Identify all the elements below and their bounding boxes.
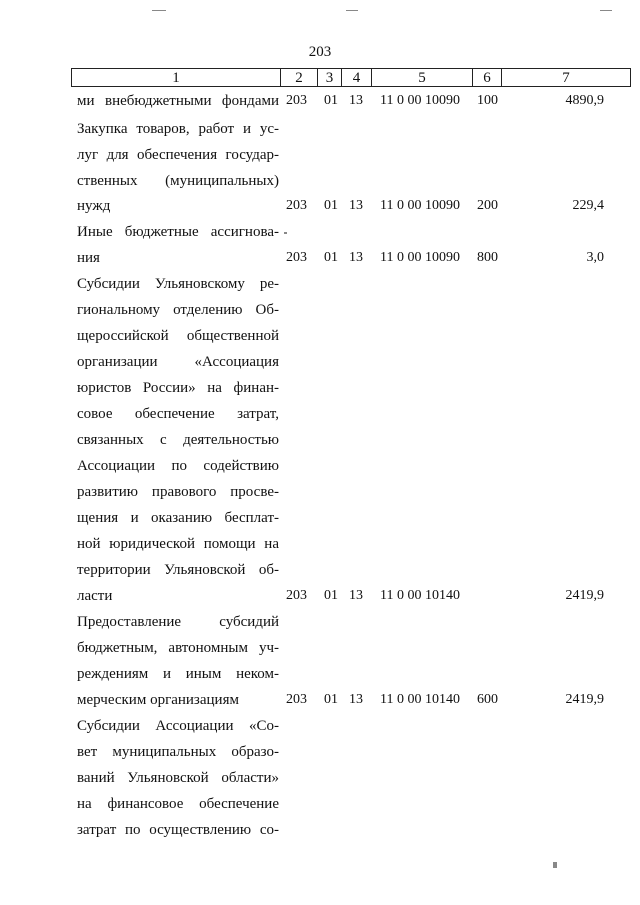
code-col-3: 01 xyxy=(324,93,338,108)
desc-line: реждениям и иным неком- xyxy=(77,666,279,682)
scan-speck xyxy=(284,232,287,234)
code-col-7: 229,4 xyxy=(572,198,604,213)
code-col-2: 203 xyxy=(286,692,307,707)
desc-line: щения и оказанию бесплат- xyxy=(77,510,279,526)
code-col-6: 600 xyxy=(477,692,498,707)
desc-line: бюджетным, автономным уч- xyxy=(77,640,279,656)
code-col-6: 800 xyxy=(477,250,498,265)
desc-line: Иные бюджетные ассигнова- xyxy=(77,224,279,240)
code-col-4: 13 xyxy=(349,692,363,707)
desc-line: мерческим организациям xyxy=(77,692,239,708)
code-col-2: 203 xyxy=(286,250,307,265)
code-col-6: 100 xyxy=(477,93,498,108)
header-col-5: 5 xyxy=(371,68,472,87)
desc-line: гиональному отделению Об- xyxy=(77,302,279,318)
desc-line: Закупка товаров, работ и ус- xyxy=(77,121,279,137)
desc-line: юристов России» на финан- xyxy=(77,380,279,396)
desc-line: ми внебюджетными фондами xyxy=(77,93,279,109)
desc-line: на финансовое обеспечение xyxy=(77,796,279,812)
code-col-5: 11 0 00 10090 xyxy=(380,198,460,213)
desc-line: Субсидии Ульяновскому ре- xyxy=(77,276,279,292)
code-col-7: 4890,9 xyxy=(565,93,604,108)
desc-line: развитию правового просве- xyxy=(77,484,279,500)
code-col-7: 2419,9 xyxy=(565,692,604,707)
desc-line: ной юридической помощи на xyxy=(77,536,279,552)
header-col-1: 1 xyxy=(71,68,280,87)
desc-line: вет муниципальных образо- xyxy=(77,744,279,760)
scan-speck xyxy=(346,10,358,11)
desc-line: луг для обеспечения государ- xyxy=(77,147,279,163)
header-col-6: 6 xyxy=(472,68,501,87)
desc-line: Субсидии Ассоциации «Со- xyxy=(77,718,279,734)
desc-line: ласти xyxy=(77,588,113,604)
desc-line: связанных с деятельностью xyxy=(77,432,279,448)
scan-speck xyxy=(152,10,166,11)
code-col-2: 203 xyxy=(286,93,307,108)
desc-line: Предоставление субсидий xyxy=(77,614,279,630)
desc-line: Ассоциации по содействию xyxy=(77,458,279,474)
desc-line: ваний Ульяновской области» xyxy=(77,770,279,786)
code-col-3: 01 xyxy=(324,692,338,707)
header-col-4: 4 xyxy=(341,68,371,87)
code-col-3: 01 xyxy=(324,588,338,603)
code-col-4: 13 xyxy=(349,93,363,108)
code-col-3: 01 xyxy=(324,198,338,213)
desc-line: ния xyxy=(77,250,100,266)
desc-line: ственных (муниципальных) xyxy=(77,173,279,189)
code-col-7: 2419,9 xyxy=(565,588,604,603)
desc-line: затрат по осуществлению со- xyxy=(77,822,279,838)
desc-line: организации «Ассоциация xyxy=(77,354,279,370)
desc-line: щероссийской общественной xyxy=(77,328,279,344)
code-col-4: 13 xyxy=(349,588,363,603)
desc-line: нужд xyxy=(77,198,111,214)
code-col-5: 11 0 00 10140 xyxy=(380,692,460,707)
code-col-2: 203 xyxy=(286,588,307,603)
header-col-3: 3 xyxy=(317,68,341,87)
page-number: 203 xyxy=(308,44,332,60)
code-col-4: 13 xyxy=(349,198,363,213)
header-col-2: 2 xyxy=(280,68,317,87)
code-col-5: 11 0 00 10140 xyxy=(380,588,460,603)
code-col-3: 01 xyxy=(324,250,338,265)
code-col-5: 11 0 00 10090 xyxy=(380,93,460,108)
desc-line: территории Ульяновской об- xyxy=(77,562,279,578)
desc-line: совое обеспечение затрат, xyxy=(77,406,279,422)
code-col-2: 203 xyxy=(286,198,307,213)
table-header xyxy=(71,68,631,88)
code-col-5: 11 0 00 10090 xyxy=(380,250,460,265)
code-col-4: 13 xyxy=(349,250,363,265)
scan-speck xyxy=(553,862,557,868)
scan-speck xyxy=(600,10,612,11)
code-col-7: 3,0 xyxy=(586,250,604,265)
code-col-6: 200 xyxy=(477,198,498,213)
header-col-7: 7 xyxy=(501,68,631,87)
